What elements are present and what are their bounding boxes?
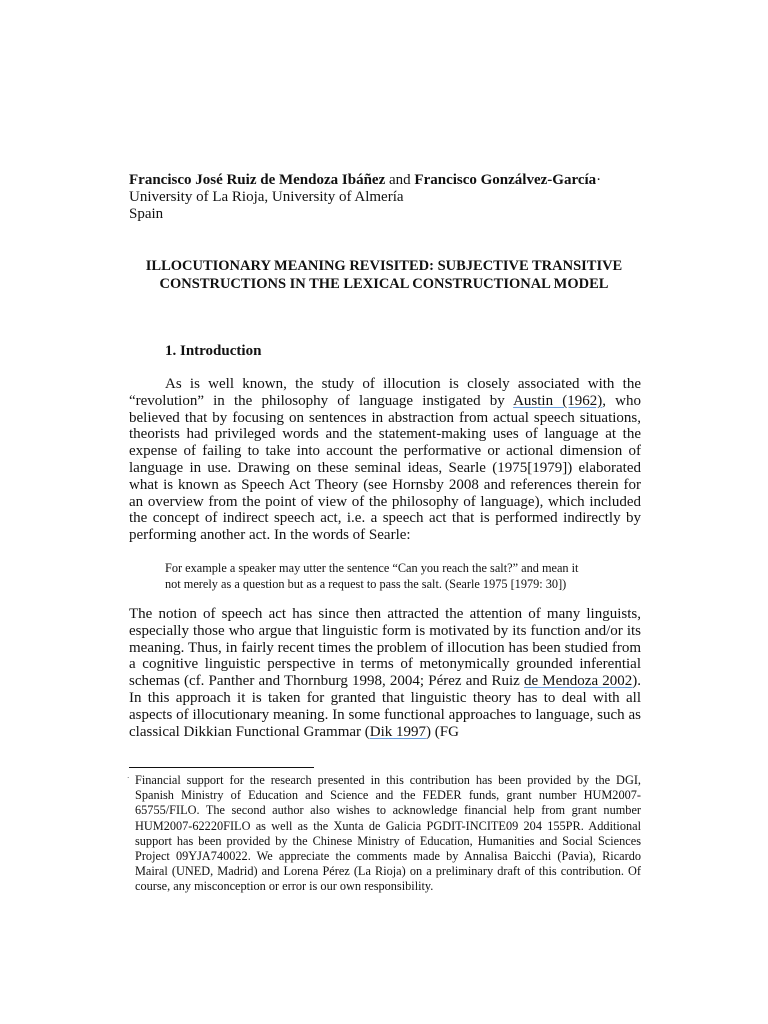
paragraph-2-text-c: ) (FG — [426, 723, 459, 740]
title-line-2: CONSTRUCTIONS IN THE LEXICAL CONSTRUCTIONAL MODEL — [159, 276, 609, 292]
footnote-separator — [129, 767, 314, 768]
footnote: Financial support for the research presented in this contribution has been provided by the DGI, Spanish Ministry of Education and Science and the FEDER funds, grant number HUM2007-65755/FILO. The second author also wishes to acknowledge financial help from grant number HUM2007-62220FILO as well as the Xunta de Galicia PGDIT-INCITE09 204 155PR. Additional support has been provided by the Chinese Ministry of Education, Humanities and Social Sciences Project 09YJA740022. We appreciate the comments made by Annalisa Baicchi (Pavia), Ricardo Mairal (UNED, Madrid) and Lorena Pérez (La Rioja) on a preliminary draft of this contribution. Of course, any misconception or error is our own responsibility. — [135, 773, 641, 894]
paragraph-1-text-b: , who believed that by focusing on sentences in abstraction from actual speech situations, theorists had privileged words and the statement-making uses of language at the expense of failing to take into account the performative or actional dimension of language in use. Drawing on these seminal ideas, Searle (1975[1979]) elaborated what is known as Speech Act Theory (see Hornsby 2008 and references therein for an overview from the point of view of the philosophy of language), which included the concept of indirect speech act, i.e. a speech act that is performed indirectly by performing another act. In the words of Searle: — [129, 392, 641, 544]
author-name-1: Francisco José Ruiz de Mendoza Ibáñez — [129, 172, 386, 188]
footnote-marker: · — [596, 172, 602, 188]
paragraph-1 — [129, 376, 641, 544]
block-quote — [165, 560, 625, 592]
author-name-2: Francisco Gonzálvez-García — [414, 172, 597, 188]
quote-line-2: not merely as a question but as a request to pass the salt. (Searle 1975 [1979: 30]) — [165, 577, 567, 591]
paragraph-2-text-b: ). In this approach it is taken for granted that linguistic theory has to deal with all aspects of illocutionary meaning. In some functional approaches to language, such as classical Dikkian Functional Grammar ( — [129, 673, 641, 740]
author-conjunction: and — [385, 172, 415, 188]
country: Spain — [129, 206, 164, 222]
paragraph-2-text-a: The notion of speech act has since then attracted the attention of many linguists, especially those who argue that linguistic form is motivated by its function and/or its meaning. Thus, in fairly recent times the problem of illocution has been studied from a cognitive linguistic perspective in terms of metonymically grounded inferential schemas (cf. Panther and Thornburg 1998, 2004; Pérez and Ruiz — [129, 606, 641, 690]
citation-link-austin[interactable]: Austin (1962) — [513, 392, 603, 409]
paragraph-2 — [129, 606, 641, 740]
affiliation: University of La Rioja, University of Almería — [129, 189, 404, 205]
quote-line-1: For example a speaker may utter the sentence “Can you reach the salt?” and mean it — [165, 561, 579, 575]
citation-link-dik[interactable]: Dik 1997 — [369, 723, 427, 740]
footnote-marker-bottom: · — [127, 774, 130, 782]
citation-link-ruiz-de-mendoza[interactable]: de Mendoza 2002 — [523, 673, 633, 690]
author-line — [129, 172, 641, 189]
paper-title — [120, 257, 648, 293]
paragraph-1-text-a: As is well known, the study of illocution is closely associated with the “revolution” in the philosophy of language instigated by — [129, 376, 641, 409]
title-line-1: ILLOCUTIONARY MEANING REVISITED: SUBJECTIVE TRANSITIVE — [145, 258, 623, 274]
section-heading: 1. Introduction — [165, 343, 262, 359]
author-block — [129, 172, 641, 223]
